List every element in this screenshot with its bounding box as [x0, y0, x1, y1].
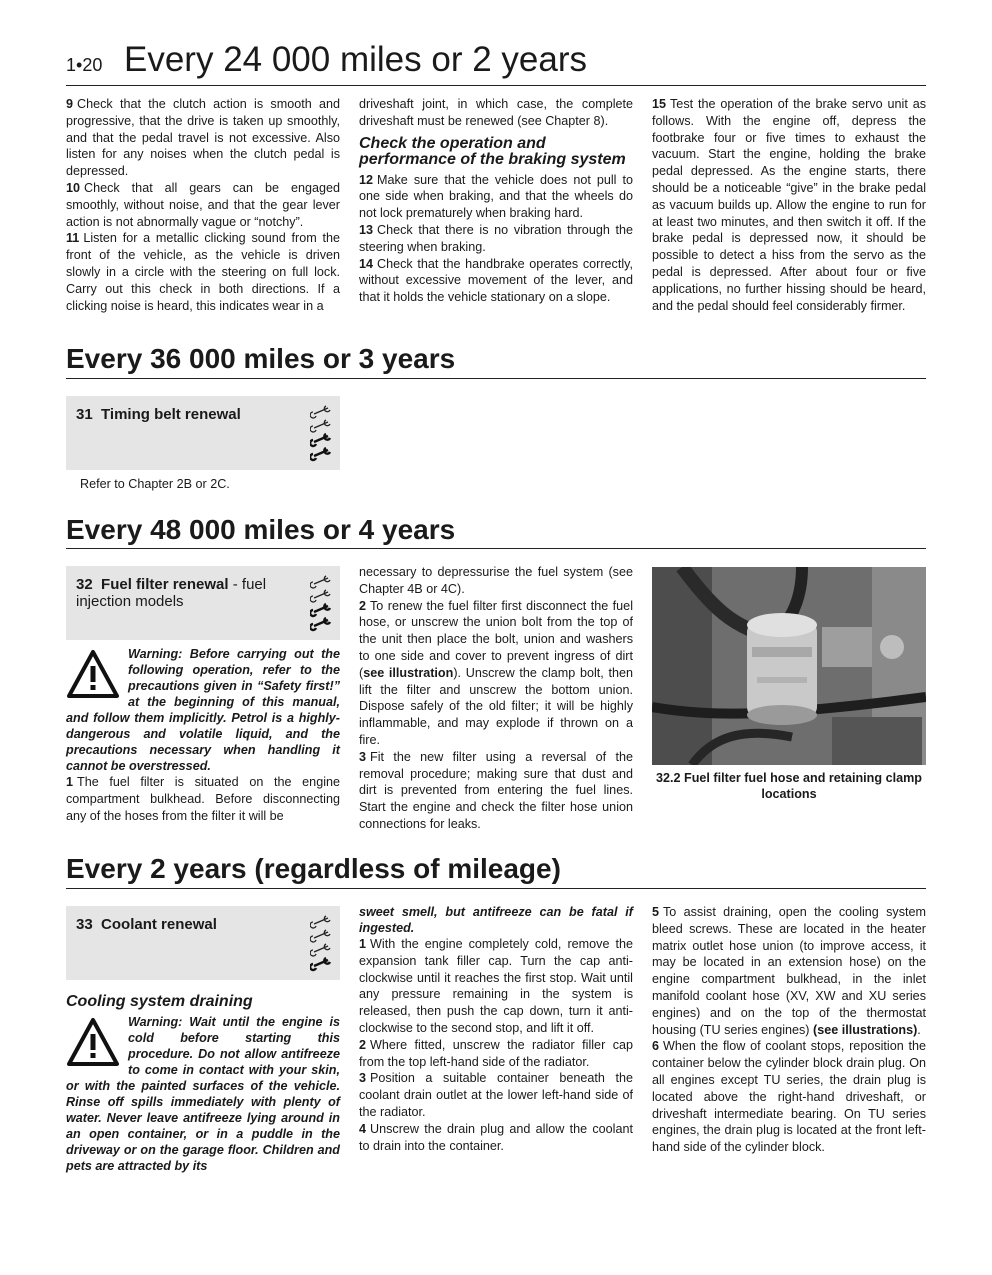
difficulty-wrench-icon [310, 574, 334, 636]
fuel-warning: Warning: Before carrying out the following operation, refer to the precautions given in “Safety first!” at the beginning of this manual, and follow them implicitly. Petrol is a highly-dangerous and volatile liquid, and the precautions necessary when handling it cannot be overstressed. [66, 647, 340, 773]
header-rule [66, 85, 926, 86]
page-number: 1•20 [66, 55, 103, 75]
paragraph-12: 12 Make sure that the vehicle does not pull to one side when braking, and that the wheels do not lock prematurely when braking hard. [359, 172, 633, 221]
warning-triangle-icon [66, 1016, 120, 1068]
difficulty-wrench-icon [310, 404, 334, 466]
paragraph-10: 10 Check that all gears can be engaged smoothly, without noise, and that the gear lever action is not abnormally vague or “notchy”. [66, 180, 340, 229]
paragraph-9: 9 Check that the clutch action is smooth and progressive, that the drive is taken up smoothly, and that the pedal travel is not excessive. Also listen for any noises when the clutch pedal is depressed. [66, 97, 340, 179]
timing-belt-text: Refer to Chapter 2B or 2C. [80, 477, 230, 491]
fuel-paragraph-1-continued: necessary to depressurise the fuel system (see Chapter 4B or 4C). [359, 565, 633, 596]
paragraph-11: 11 Listen for a metallic clicking sound from the front of the vehicle, as the vehicle is driven slowly in a circle with the steering on full lock. Carry out this check in both directions. If a clicking noise is heard, this indicates wear in a [66, 231, 340, 313]
top-column-1 [66, 96, 340, 314]
page-title: Every 24 000 miles or 2 years [124, 40, 587, 79]
section-title-2-years: Every 2 years (regardless of mileage) [66, 853, 561, 884]
photo-caption: 32.2 Fuel filter fuel hose and retaining clamp locations [656, 771, 922, 801]
top-column-2 [359, 96, 633, 306]
cooling-draining-subheading: Cooling system draining [66, 993, 253, 1010]
engine-bay-image [652, 567, 926, 765]
coolant-warning: Warning: Wait until the engine is cold before starting this procedure. Do not allow antifreeze to come in contact with your skin, or with the painted surfaces of the vehicle. Rinse off spills immediately with plenty of water. Never leave antifreeze lying around in an open container, or in a puddle in the driveway or on the garage floor. Children and pets are attracted by its [66, 1015, 340, 1173]
coolant-paragraph-2: 2 Where fitted, unscrew the radiator filler cap from the top left-hand side of the radiator. [359, 1037, 633, 1069]
coolant-warning-continued: sweet smell, but antifreeze can be fatal if ingested. [359, 905, 633, 935]
section-rule [66, 548, 926, 549]
section-rule [66, 888, 926, 889]
paragraph-13: 13 Check that there is no vibration through the steering when braking. [359, 222, 633, 254]
fuel-column-2 [359, 564, 633, 833]
task-box-fuel-filter [66, 566, 340, 640]
paragraph-11-continued: driveshaft joint, in which case, the complete driveshaft must be renewed (see Chapter 8). [359, 97, 633, 128]
section-title-36000: Every 36 000 miles or 3 years [66, 343, 456, 374]
coolant-paragraph-5: 5 To assist draining, open the cooling system bleed screws. These are located in the heater matrix outlet hose union (to improve access, it may be located in an extension hose) on the engine compartment bulkhead, in the inlet manifold coolant hose (XV, XW and XU series engines) and on the top of the thermostat housing (TU series engines) (see illustrations). [652, 905, 926, 1037]
coolant-paragraph-1: 1 With the engine completely cold, remove the expansion tank filler cap. Turn the cap anti-clockwise until it reaches the first stop. Wait until any pressure remaining in the system is released, then push the cap down, turn it anti-clockwise to the second stop, and lift it off. [359, 937, 633, 1035]
top-column-3 [652, 96, 926, 314]
fuel-filter-photo [652, 567, 926, 765]
fuel-column-1 [66, 646, 340, 824]
paragraph-14: 14 Check that the handbrake operates correctly, without excessive movement of the lever, and that it holds the vehicle stationary on a slope. [359, 256, 633, 305]
task-label: 32 Fuel filter renewal - fuel injection models [76, 576, 267, 610]
difficulty-wrench-icon [310, 914, 334, 976]
coolant-column-3 [652, 904, 926, 1156]
fuel-paragraph-2: 2 To renew the fuel filter first disconnect the fuel hose, or unscrew the union bolt from the top of the unit then place the bolt, union and washers to one side and cover to prevent ingress of dirt (see illustration). Unscrew the clamp bolt, then lift the filter and unscrew the bottom union. Dispose safely of the old filter; it will be highly inflammable, and may explode if thrown on a fire. [359, 598, 633, 747]
fuel-paragraph-1: 1 The fuel filter is situated on the engine compartment bulkhead. Before disconnecting any of the hoses from the filter it will be [66, 775, 340, 823]
braking-subheading: Check the operation and performance of the braking system [359, 134, 626, 168]
section-rule [66, 378, 926, 379]
task-label: 33 Coolant renewal [76, 916, 217, 933]
warning-triangle-icon [66, 648, 120, 700]
task-box-coolant [66, 906, 340, 980]
fuel-filter-canister [747, 613, 817, 725]
coolant-paragraph-3: 3 Position a suitable container beneath the coolant drain outlet at the lower left-hand side of the radiator. [359, 1071, 633, 1119]
section-title-48000: Every 48 000 miles or 4 years [66, 514, 456, 545]
coolant-column-2 [359, 904, 633, 1154]
coolant-paragraph-6: 6 When the flow of coolant stops, reposition the container below the cylinder block drain plug. On all engines except TU series, the drain plug is located above the right-hand driveshaft, or driveshaft intermediate bearing. On TU series engines, the drain plug is located at the front left-hand side of the cylinder block. [652, 1039, 926, 1155]
task-label: 31 Timing belt renewal [76, 406, 241, 423]
paragraph-15: 15 Test the operation of the brake servo unit as follows. With the engine off, depress the footbrake four or five times to exhaust the vacuum. Start the engine, holding the brake pedal depressed. As the engine starts, there should be a noticeable “give” in the brake pedal as vacuum builds up. Allow the engine to run for at least two minutes, and then switch it off. If the brake pedal is depressed now, it should be possible to detect a hiss from the servo as the pedal is depressed. After about four or five applications, no further hissing should be heard, and the pedal should feel considerably firmer. [652, 97, 926, 313]
fuel-paragraph-3: 3 Fit the new filter using a reversal of the removal procedure; making sure that dust and dirt is prevented from entering the fuel lines. Start the engine and check the filter hose union connections for leaks. [359, 749, 633, 831]
task-box-timing-belt [66, 396, 340, 470]
coolant-paragraph-4: 4 Unscrew the drain plug and allow the coolant to drain into the container. [359, 1121, 633, 1153]
coolant-column-1 [66, 994, 340, 1174]
